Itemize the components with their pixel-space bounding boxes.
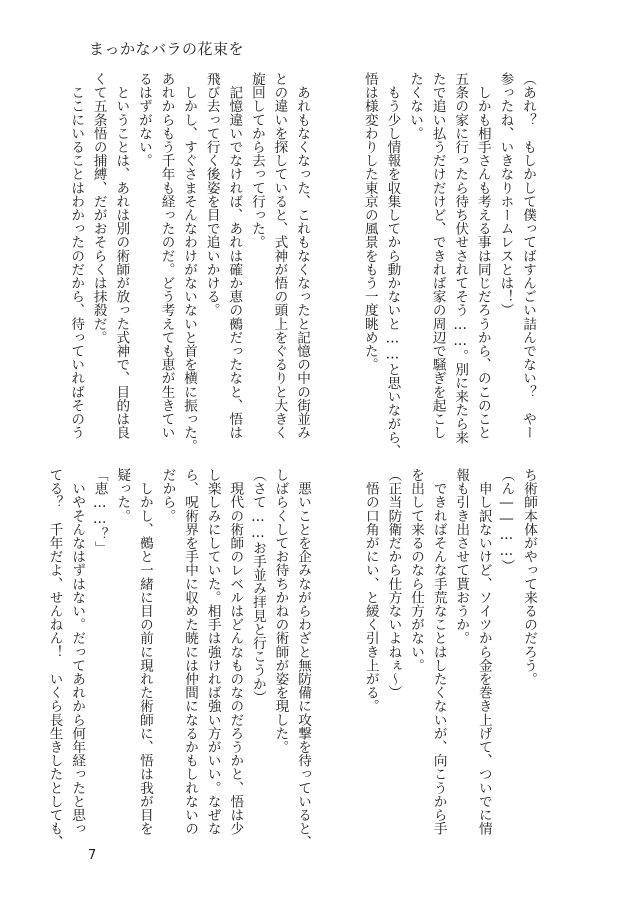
text-line: 悟は様変わりした東京の風景をもう一度眺めた。 (361, 72, 378, 372)
text-line (313, 72, 336, 432)
text-line: 悪いことを企みながらわざと無防備に攻撃を待っていると、 (295, 468, 312, 849)
text-line: を出して来るのなら仕方がない。 (408, 468, 425, 672)
text-line: （あれ？ もしかして僕ってばすんごい詰んでない？ やー (520, 72, 536, 440)
text-line: 申し訳ないけど、ソイツから金を巻き上げて、ついでに情 (475, 468, 492, 836)
text-line: 疑った。 (114, 468, 131, 523)
text-line: だから。 (159, 468, 176, 523)
text-line: あれもなくなった、これもなくなったと記憶の中の街並み (294, 72, 311, 440)
text-line: くて五条悟の捕縛、だがおそらくは抹殺だ。 (90, 72, 107, 344)
text-line: ら、呪術界を手中に収めた暁には仲間になるかもしれないの (182, 468, 199, 836)
text-line: たくない。 (407, 72, 424, 140)
text-line: ここにいることはわかったのだから、待っていればそのう (68, 72, 85, 440)
text-line: もう少し情報を収集してから動かないと……と思いながら、 (384, 72, 401, 458)
body-text-lower (43, 468, 540, 849)
text-line: てる？ 千年だよ、せんねん！ いくら長生きしたとしても、 (46, 468, 63, 849)
text-line: できればそんな手荒なことはしたくないが、向こうから手 (430, 468, 447, 836)
text-line: たで追い払うだけだけど、できれば家の周辺で騒ぎを起こし (429, 72, 446, 440)
page-number: 7 (88, 848, 97, 863)
text-line: 旋回してから去って行った。 (248, 72, 265, 249)
text-line: 五条の家に行ったら待ち伏せされてそう……。別に来たら来 (452, 72, 469, 444)
text-line: 現代の術師のレベルはどんなものなのだろうかと、悟は少 (227, 468, 244, 836)
text-line (314, 468, 337, 838)
text-line: ち術師本体がやって来るのだろう。 (521, 468, 537, 686)
text-line: いやそんなはずはない。だってあれから何年経ったと思っ (69, 468, 86, 836)
body-text-upper (65, 72, 539, 458)
text-line: （ん――……） (498, 468, 515, 573)
text-line: し楽しみにしていた。相手は強ければ強い方がいい。なぜな (204, 468, 221, 836)
text-line: との違いを探していると、式神が悟の頭上をぐるりと大きく (271, 72, 288, 440)
text-line: あれからもう千年も経ったのだ。どう考えても恵が生きてい (158, 72, 175, 440)
text-line (336, 72, 359, 432)
text-line: しかも相手さんも考える事は同じだろうから、のこのこと (474, 72, 491, 440)
text-line: しばらくしてお待ちかねの術師が姿を現した。 (272, 468, 289, 754)
text-line: ということは、あれは別の術師が放った式神で、目的は良 (113, 72, 130, 440)
text-line: （正当防衛だから仕方ないよねぇ～） (385, 468, 402, 700)
running-header: まっかなバラの花束を (89, 40, 245, 58)
text-line: 悟の口角がにい、と緩く引き上がる。 (362, 468, 379, 713)
text-line: しかし、鵺と一緒に目の前に現れた術師に、悟は我が目を (136, 468, 153, 836)
text-line: 「恵……？」 (91, 468, 108, 555)
text-line: 記憶違いでなければ、あれは確か恵の鵺だったなと、悟は (226, 72, 243, 440)
text-line: （さて……お手並み拝見と行こうか） (249, 468, 266, 704)
text-line (337, 468, 360, 838)
text-line: 飛び去って行く後姿を目で追いかける。 (203, 72, 220, 317)
text-line: 報も引き出させて貰おうか。 (453, 468, 470, 645)
text-line: しかし、すぐさまそんなわけがないないと首を横に振った。 (181, 72, 198, 453)
text-line: るはずがない。 (135, 72, 152, 168)
text-line: 参ったね、いきなりホームレスとは！） (497, 72, 514, 317)
